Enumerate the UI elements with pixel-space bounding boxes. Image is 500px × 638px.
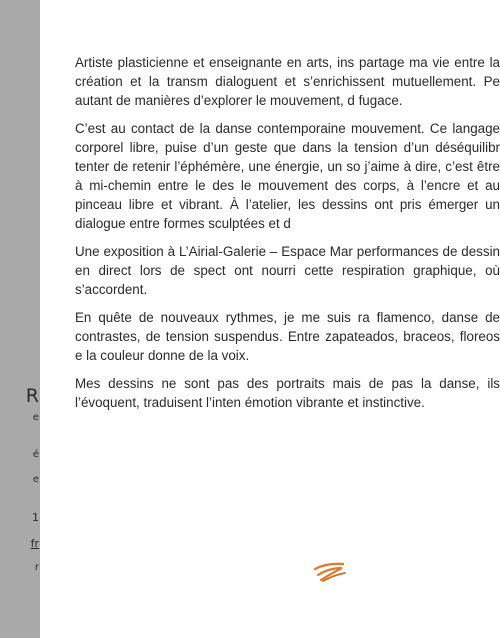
sidebar-text-fragment: r [34,562,39,573]
paragraph: Artiste plasticienne et enseignante en arts, ins partage ma vie entre la création et la transm dialoguent et s’enrichissent mutuellement. Pe autant de manières d’explorer le mouvement, d fugace. [75,55,500,108]
paragraph: C’est au contact de la danse contemporaine mouvement. Ce langage corporel libre, puise d’un geste que dans la tension d’un déséquilibr tenter de retenir l’éphémère, une énergie, un so j’aime à dire, c’est être à mi-chemin entre le des le mouvement des corps, à l’encre et au pinceau libre et vibrant. À l’atelier, les dessins ont pris émerger un dialogue entre formes sculptées et d [75,121,500,231]
sidebar-text-fragment: é [32,449,39,460]
sidebar-text-fragment: e [32,412,39,423]
paragraph: En quête de nouveaux rythmes, je me suis ra flamenco, danse de contrastes, de tension suspendus. Entre zapateados, braceos, floreos e la couleur donne de la voix. [75,310,500,363]
biography-text [75,53,500,421]
sidebar-text-fragment: 1 [32,511,39,524]
sidebar-text-fragment: e [32,474,39,485]
paragraph: Une exposition à L’Airial-Galerie – Espace Mar performances de dessin en direct lors de spect ont nourri cette respiration graphique, où s’accordent. [75,244,500,297]
signature-brush-mark-icon [312,560,348,586]
sidebar-text-fragment: R [25,385,39,407]
left-sidebar [0,0,40,638]
sidebar-link-fragment[interactable]: fr [30,537,39,550]
paragraph: Mes dessins ne sont pas des portraits mais de pas la danse, ils l’évoquent, traduisent l’inten émotion vibrante et instinctive. [75,376,500,410]
